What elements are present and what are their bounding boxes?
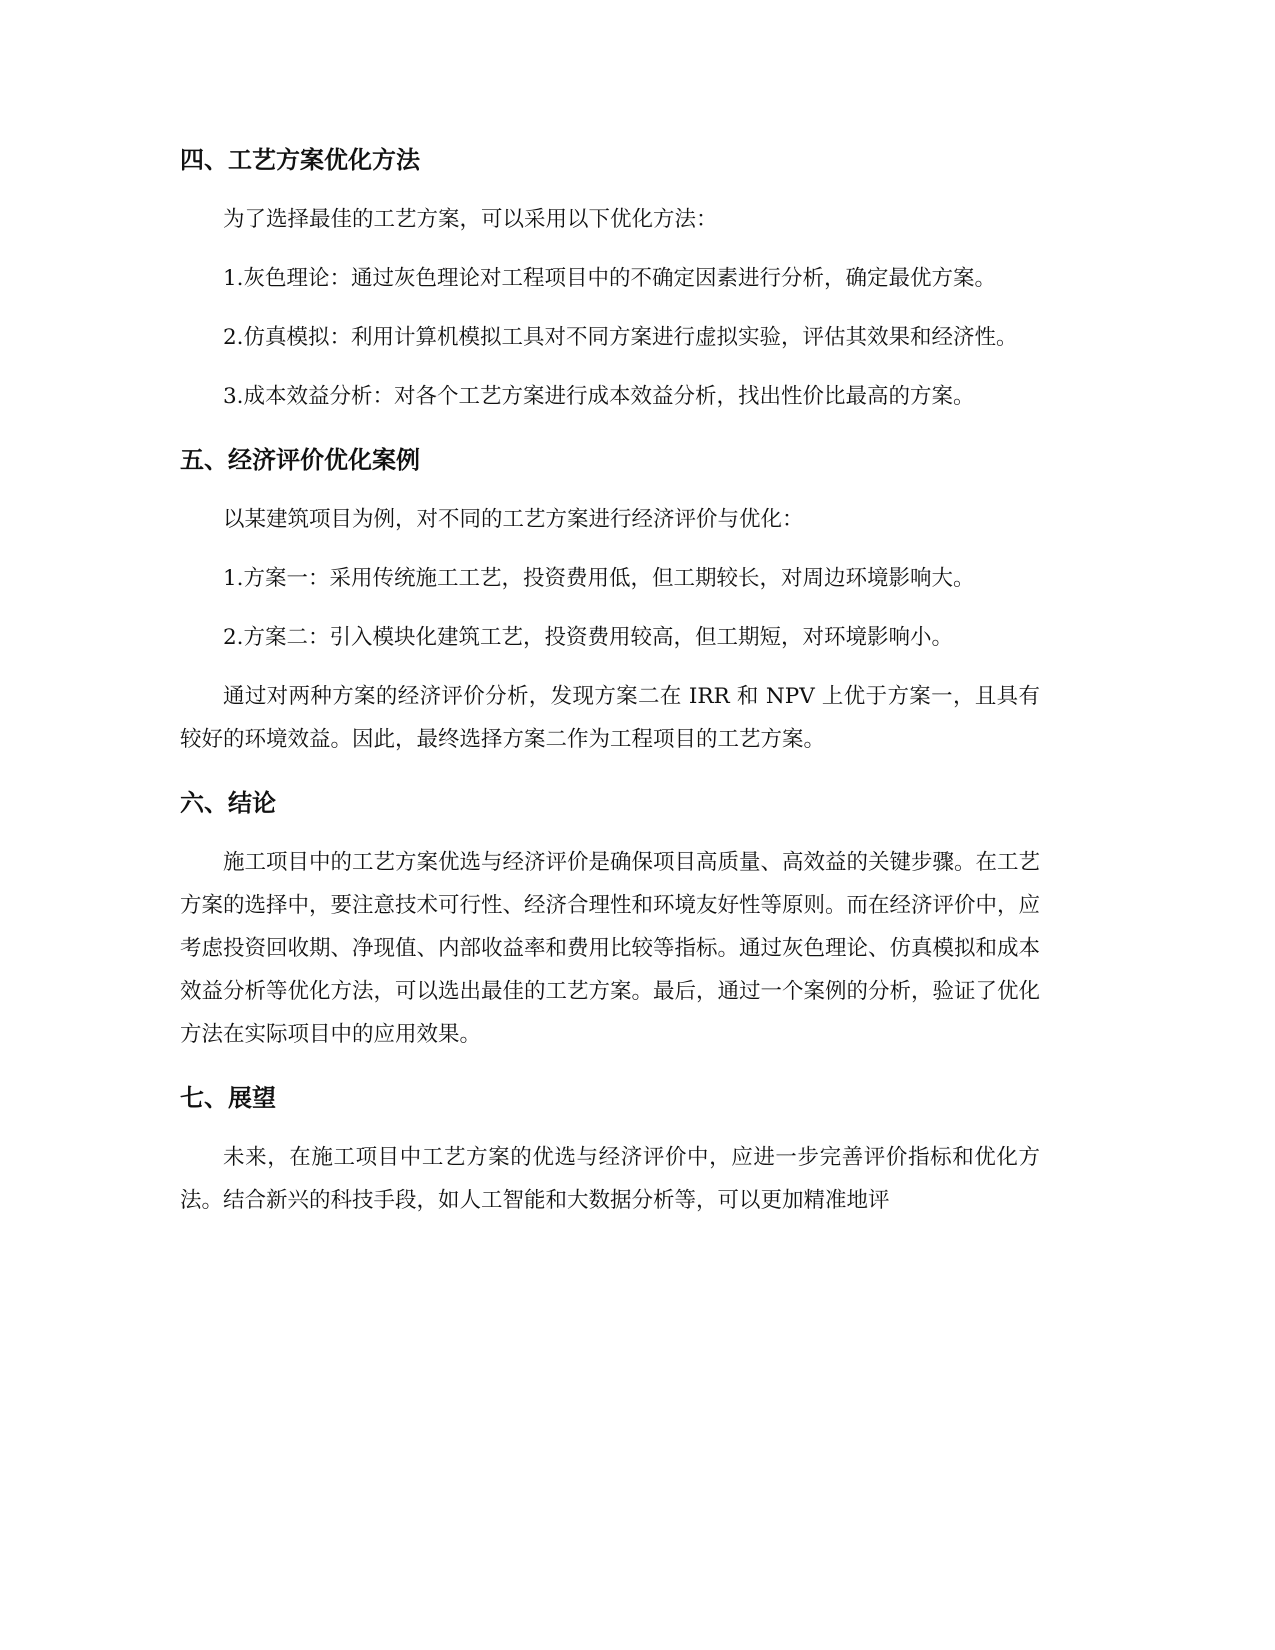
document-body: [180, 140, 1040, 1238]
paragraph-simulation: 2.仿真模拟：利用计算机模拟工具对不同方案进行虚拟实验，评估其效果和经济性。: [223, 325, 1018, 350]
paragraph-grey-theory: 1.灰色理论：通过灰色理论对工程项目中的不确定因素进行分析，确定最优方案。: [223, 266, 997, 291]
section-heading-conclusion: 六、结论: [180, 789, 276, 817]
paragraph-intro-optimization: 为了选择最佳的工艺方案，可以采用以下优化方法：: [223, 207, 718, 232]
section-heading-outlook: 七、展望: [180, 1084, 276, 1112]
paragraph-plan-two: 2.方案二：引入模块化建筑工艺，投资费用较高，但工期短，对环境影响小。: [223, 625, 954, 650]
paragraph-cost-benefit: 3.成本效益分析：对各个工艺方案进行成本效益分析，找出性价比最高的方案。: [223, 384, 975, 409]
paragraph-outlook: 未来，在施工项目中工艺方案的优选与经济评价中，应进一步完善评价指标和优化方法。结合新兴的科技手段，如人工智能和大数据分析等，可以更加精准地评: [180, 1145, 1040, 1213]
paragraph-plan-one: 1.方案一：采用传统施工工艺，投资费用低，但工期较长，对周边环境影响大。: [223, 566, 975, 591]
paragraph-conclusion: 施工项目中的工艺方案优选与经济评价是确保项目高质量、高效益的关键步骤。在工艺方案的选择中，要注意技术可行性、经济合理性和环境友好性等原则。而在经济评价中，应考虑投资回收期、净现值、内部收益率和费用比较等指标。通过灰色理论、仿真模拟和成本效益分析等优化方法，可以选出最佳的工艺方案。最后，通过一个案例的分析，验证了优化方法在实际项目中的应用效果。: [180, 850, 1041, 1047]
paragraph-case-intro: 以某建筑项目为例，对不同的工艺方案进行经济评价与优化：: [223, 507, 804, 532]
section-heading-case-study: 五、经济评价优化案例: [180, 446, 420, 474]
paragraph-case-result: 通过对两种方案的经济评价分析，发现方案二在 IRR 和 NPV 上优于方案一，且具有较好的环境效益。因此，最终选择方案二作为工程项目的工艺方案。: [180, 684, 1040, 752]
section-heading-optimization-methods: 四、工艺方案优化方法: [180, 146, 420, 174]
